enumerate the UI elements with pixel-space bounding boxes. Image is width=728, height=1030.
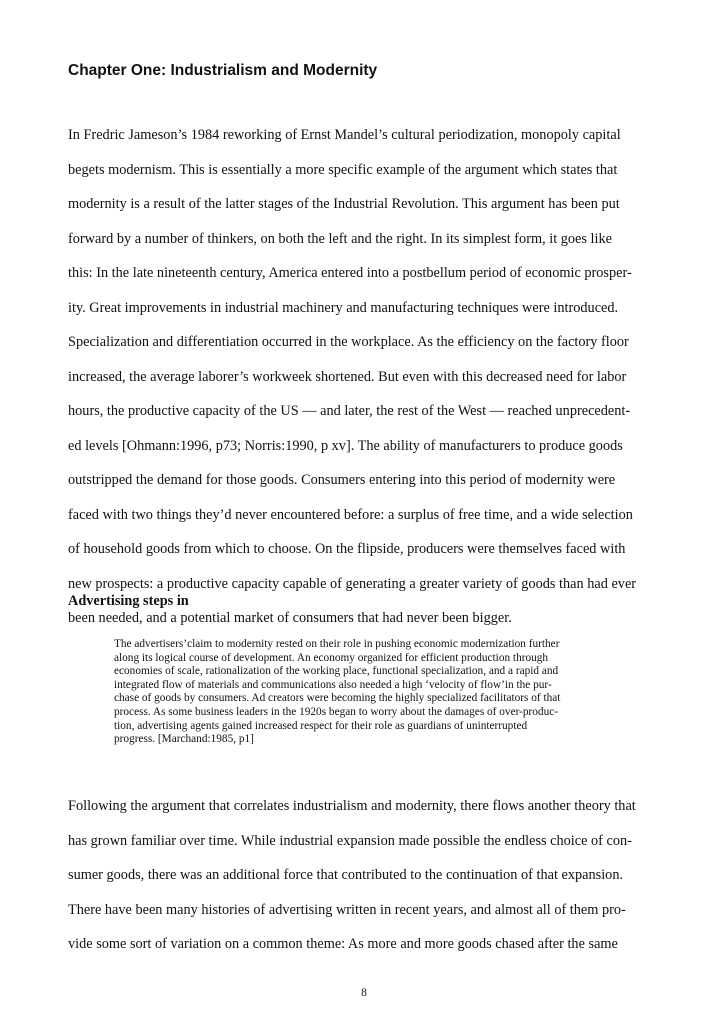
paragraph-1 [68,125,636,643]
quote-line: chase of goods by consumers. Ad creators were becoming the highly specialized facilitators of that [114,692,561,705]
paragraph-line: In Fredric Jameson’s 1984 reworking of Ernst Mandel’s cultural periodization, monopoly capital [68,127,621,143]
paragraph-line: begets modernism. This is essentially a more specific example of the argument which states that [68,161,618,178]
block-quote [114,638,560,747]
paragraph-line: ity. Great improvements in industrial machinery and manufacturing techniques were introduced. [68,299,619,316]
paragraph-line: hours, the productive capacity of the US — and later, the rest of the West — reached unprecedent- [68,403,631,419]
paragraph-line: modernity is a result of the latter stages of the Industrial Revolution. This argument has been put [68,196,620,212]
paragraph-line: Specialization and differentiation occurred in the workplace. As the efficiency on the factory floor [68,334,629,350]
paragraph-line: has grown familiar over time. While industrial expansion made possible the endless choice of con- [68,832,632,849]
paragraph-line: vide some sort of variation on a common theme: As more and more goods chased after the same [68,936,618,952]
quote-line: economies of scale, rationalization of the working place, functional specialization, and a rapid and [114,665,559,678]
paragraph-line: increased, the average laborer’s workweek shortened. But even with this decreased need for labor [68,368,627,385]
quote-line: integrated flow of materials and communications also needed a high ‘velocity of flow’in the pur- [114,678,552,691]
section-heading: Advertising steps in [68,593,189,609]
paragraph-line: There have been many histories of advertising written in recent years, and almost all of them pro- [68,901,626,918]
paragraph-line: outstripped the demand for those goods. Consumers entering into this period of modernity were [68,472,616,488]
paragraph-line: faced with two things they’d never encountered before: a surplus of free time, and a wide selection [68,506,633,523]
paragraph-line: ed levels [Ohmann:1996, p73; Norris:1990, p xv]. The ability of manufacturers to produce goods [68,437,623,454]
chapter-title: Chapter One: Industrialism and Modernity [68,62,378,79]
quote-line: progress. [Marchand:1985, p1] [114,733,254,746]
paragraph-line: forward by a number of thinkers, on both the left and the right. In its simplest form, it goes like [68,230,612,247]
paragraph-line: Following the argument that correlates industrialism and modernity, there flows another theory that [68,798,636,814]
paragraph-line: sumer goods, there was an additional force that contributed to the continuation of that expansion. [68,867,624,883]
quote-line: The advertisers’claim to modernity rested on their role in pushing economic modernization further [114,638,560,650]
paragraph-line: this: In the late nineteenth century, America entered into a postbellum period of economic prosper- [68,265,632,281]
paragraph-line: been needed, and a potential market of consumers that had never been bigger. [68,610,512,626]
quote-line: tion, advertising agents gained increased respect for their role as guardians of uninterrupted [114,719,528,732]
paragraph-2 [68,796,636,969]
paragraph-line: of household goods from which to choose. On the flipside, producers were themselves faced with [68,541,626,557]
page-number: 8 [361,987,367,999]
paragraph-line: new prospects: a productive capacity capable of generating a greater variety of goods than had ever [68,575,637,592]
quote-line: process. As some business leaders in the 1920s began to worry about the damages of over-produc- [114,705,559,718]
quote-line: along its logical course of development. An economy organized for efficient production through [114,651,549,664]
